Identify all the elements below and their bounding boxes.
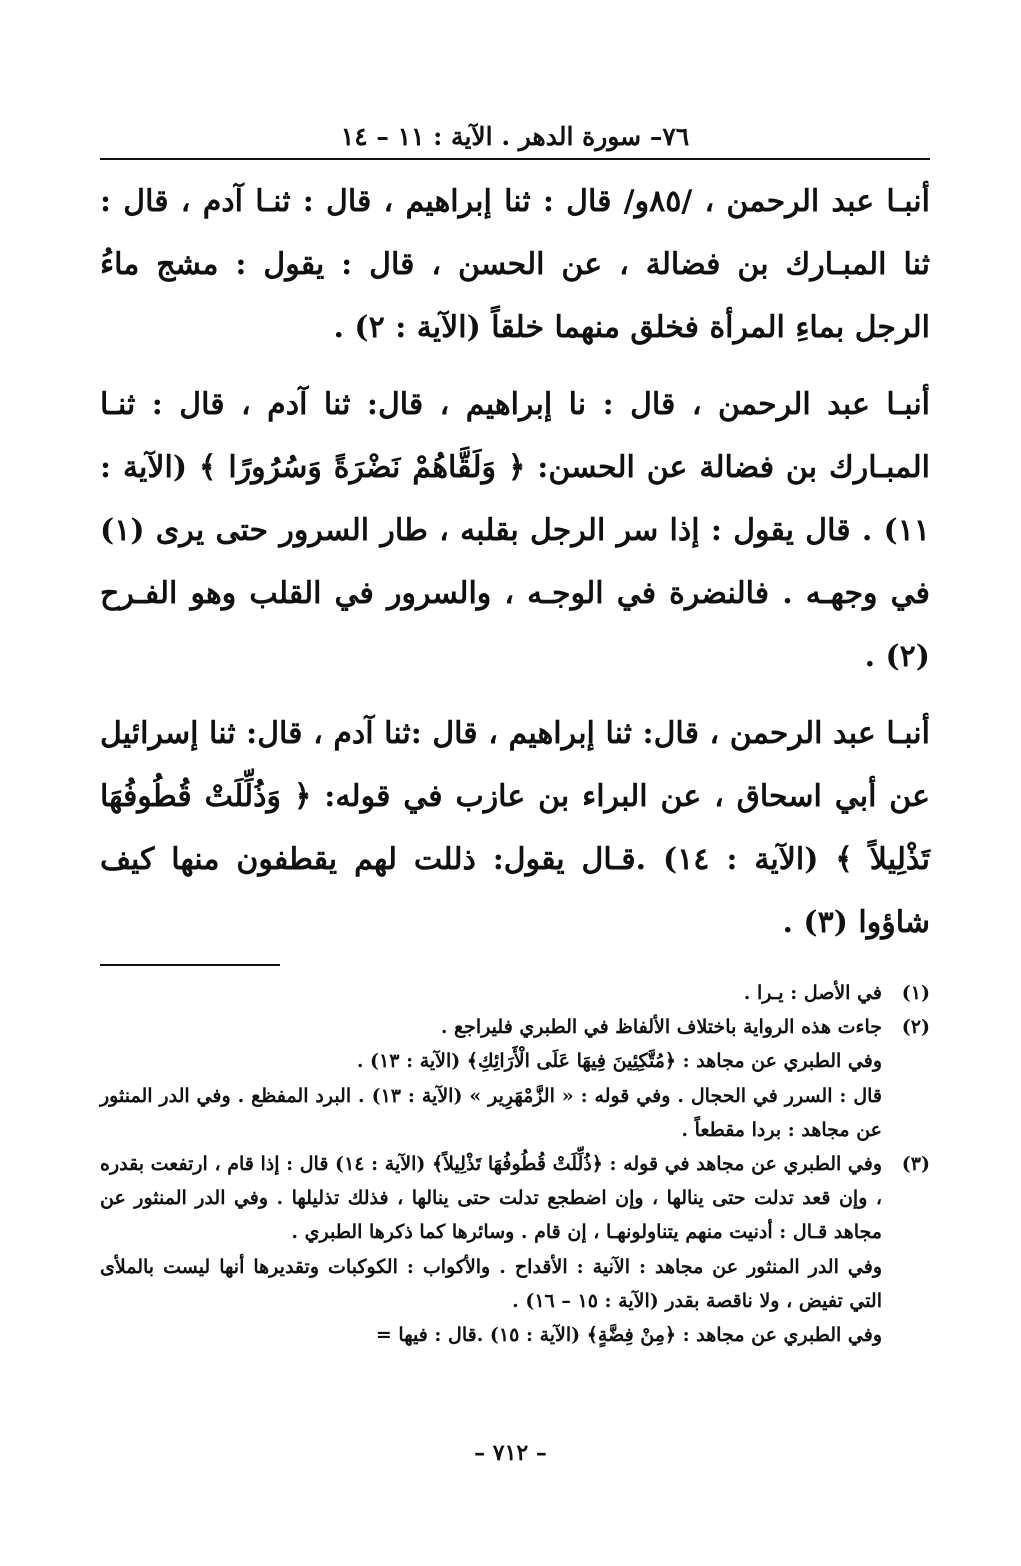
footnote-line: وفي الدر المنثور عن مجاهد : الآنية : الأقداح . والأكواب : الكوكبات وتقديرها أنها ليست بالملأى التي تفيض ، ولا ناقصة بقدر (الآية : ١٥ – ١٦) .: [100, 1255, 882, 1312]
page: [100, 120, 930, 1352]
footnote-line: في الأصل : يـرا .: [743, 982, 882, 1004]
footnote-number: (٢): [901, 1016, 930, 1039]
footnote: [100, 1147, 930, 1352]
paragraph: أنبـا عبد الرحمن ، قال : نا إبراهيم ، قال: ثنا آدم ، قال : ثنـا المبـارك بن فضالة عن الحسن: ﴿ وَلَقَّاهُمْ نَضْرَةً وَسُرُورًا ﴾ (الآية : ١١) . قال يقول : إذا سر الرجل بقلبه ، طار السرور حتى يرى (١) في وجهـه . فالنضرة في الوجـه ، والسرور في القلب وهو الفـرح (٢) .: [100, 387, 930, 674]
footnote-line: قال : السرر في الحجال . وفي قوله : « الزَّمْهَرِير » (الآية : ١٣) . البرد المفظع . وفي الدر المنثور عن مجاهد : بردا مقطعاً .: [100, 1084, 883, 1141]
footnote-number: (٣): [901, 1153, 930, 1176]
running-header: ٧٦– سورة الدهر . الآية : ١١ – ١٤: [100, 120, 930, 160]
footnote-number: (١): [901, 982, 930, 1004]
footnote-body: [100, 1010, 882, 1147]
page-number: – ٧١٢ –: [474, 1440, 547, 1466]
paragraph: أنبـا عبد الرحمن ، قال: ثنا إبراهيم ، قال :ثنا آدم ، قال: ثنا إسرائيل عن أبي اسحاق ، عن البراء بن عازب في قوله: ﴿ وَذُلِّلَتْ قُطُوفُهَا تَذْلِيلاً ﴾ (الآية : ١٤) .قـال يقول: ذللت لهم يقطفون منها كيف شاؤوا (٣) .: [100, 716, 930, 940]
footnotes: [100, 976, 930, 1352]
footnote-body: [100, 976, 882, 1010]
footnote-line: جاءت هذه الرواية باختلاف الألفاظ في الطبري فليراجع .: [440, 1016, 882, 1039]
footnote-line: وفي الطبري عن مجاهد : ﴿مُتَّكِئِينَ فِيهَا عَلَى الْأَرَائِكِ﴾ (الآية : ١٣) .: [356, 1050, 882, 1073]
footnote: [100, 976, 930, 1010]
footnote-line: وفي الطبري عن مجاهد : ﴿مِنْ فِضَّةٍ﴾ (الآية : ١٥) .قال : فيها =: [375, 1324, 882, 1347]
footnote: [100, 1010, 930, 1147]
main-text: [100, 170, 930, 954]
footnote-body: [100, 1147, 882, 1352]
paragraph: أنبـا عبد الرحمن ، /٨٥و/ قال : ثنا إبراهيم ، قال : ثنـا آدم ، قال : ثنا المبـارك بن فضالة ، عن الحسن ، قال : يقول : مشج ماءُ الرجل بماءِ المرأة فخلق منهما خلقاً (الآية : ٢) .: [100, 184, 931, 345]
footnote-line: وفي الطبري عن مجاهد في قوله : ﴿ذُلِّلَتْ قُطُوفُهَا تَذْلِيلاً﴾ (الآية : ١٤) قال : إذا قام ، ارتفعت بقدره ، وإن قعد تدلت حتى ينالها ، وإن اضطجع تدلت حتى ينالها ، فذلك تذليلها . وفي الدر المنثور عن مجاهد قـال : أدنيت منهم يتناولونهـا ، إن قام . وسائرها كما ذكرها الطبري .: [100, 1153, 882, 1244]
footnote-divider: [100, 964, 280, 966]
